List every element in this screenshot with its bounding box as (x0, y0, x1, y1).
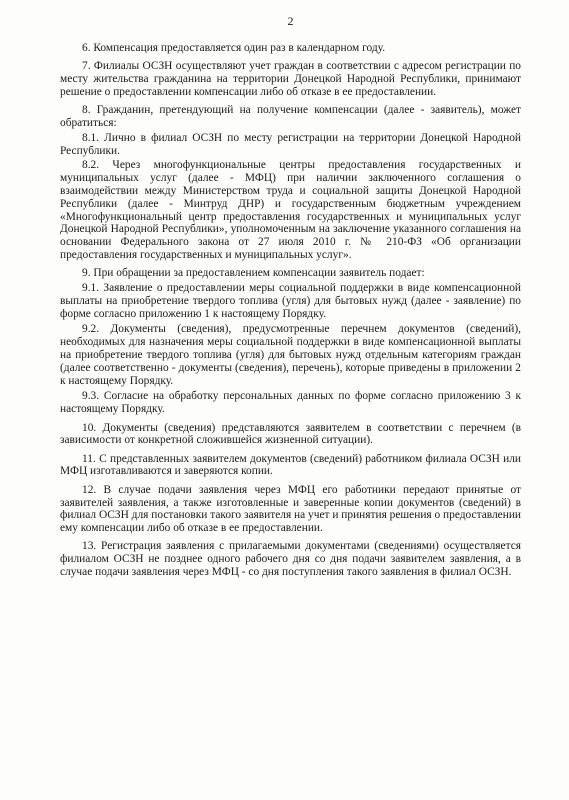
paragraph-9-2: 9.2. Документы (сведения), предусмотренные перечнем документов (сведений), необходимых для назначения меры социальной поддержки в виде компенсационной выплаты на приобретение твердого топлива (угля) для бытовых нужд отдельным категориям граждан (далее соответственно - документы (сведения), перечень), которые приведены в приложении 2 к настоящему Порядку. (60, 323, 521, 387)
paragraph-12: 12. В случае подачи заявления через МФЦ его работники передают принятые от заявителей заявления, а также изготовленные и заверенные копии документов (сведений) в филиал ОСЗН для постановки такого заявителя на учет и принятия решения о предоставлении ему компенсации либо об отказе в ее предоставлении. (60, 483, 522, 535)
paragraph-8-2: 8.2. Через многофункциональные центры предоставления государственных и муниципальных услуг (далее - МФЦ) при наличии заключенного соглашения о взаимодействии между Министерством труда и социальной защиты Донецкой Народной Республики (далее - Минтруд ДНР) и государственным бюджетным учреждением «Многофункциональный центр предоставления государственных и муниципальных услуг Донецкой Народной Республики», уполномоченным на заключение указанного соглашения на основании Федерального закона от 27 июля 2010 г. № 210-ФЗ «Об организации предоставления государственных и муниципальных услуг». (60, 159, 521, 261)
paragraph-8: 8. Гражданин, претендующий на получение компенсации (далее - заявитель), может обратиться: (60, 104, 521, 129)
paragraph-8-1: 8.1. Лично в филиал ОСЗН по месту регистрации на территории Донецкой Народной Республики. (60, 131, 521, 157)
paragraph-7: 7. Филиалы ОСЗН осуществляют учет граждан в соответствии с адресом регистрации по месту жительства гражданина на территории Донецкой Народной Республики, принимают решение о предоставлении компенсации либо об отказе в ее предоставлении. (60, 60, 521, 98)
paragraph-9-1: 9.1. Заявление о предоставлении меры социальной поддержки в виде компенсационной выплаты на приобретение твердого топлива (угля) для бытовых нужд (далее - заявление) по форме согласно приложению 1 к настоящему Порядку. (60, 282, 521, 320)
page-number: 2 (287, 14, 294, 28)
paragraph-6: 6. Компенсация предоставляется один раз в календарном году. (82, 42, 386, 54)
paragraph-11: 11. С представленных заявителем документов (сведений) работником филиала ОСЗН или МФЦ изготавливаются и заверяются копии. (60, 452, 521, 478)
paragraph-9: 9. При обращении за предоставлением компенсации заявитель подает: (82, 267, 425, 280)
paragraph-10: 10. Документы (сведения) представляются заявителем в соответствии с перечнем (в зависимости от конкретной сложившейся жизненной ситуации). (60, 421, 521, 447)
paragraph-9-3: 9.3. Согласие на обработку персональных данных по форме согласно приложению 3 к настоящему Порядку. (60, 390, 521, 416)
paragraph-13: 13. Регистрация заявления с прилагаемыми документами (сведениями) осуществляется филиалом ОСЗН не позднее одного рабочего дня со дня подачи заявителем заявления, а в случае подачи заявления через МФЦ - со дня поступления такого заявления в филиал ОСЗН. (60, 540, 521, 578)
